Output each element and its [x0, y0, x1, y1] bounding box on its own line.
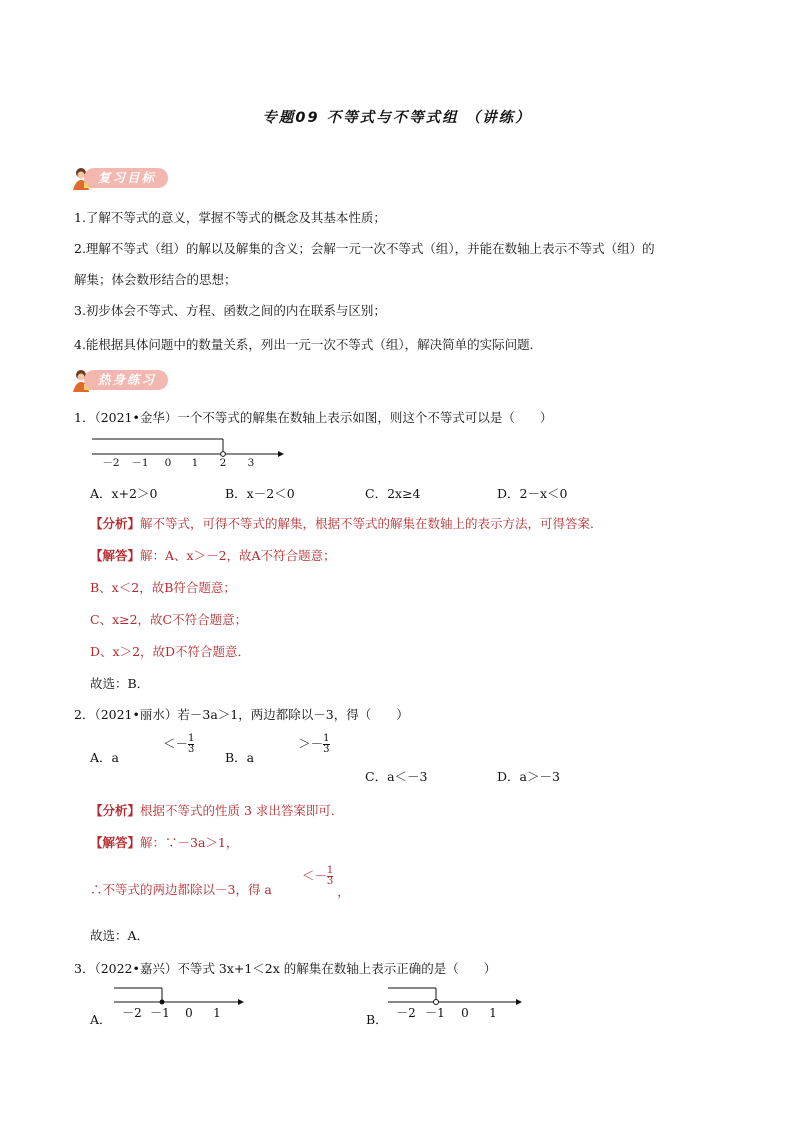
solution-line: 解：A、x＞－2，故A不符合题意；	[140, 548, 336, 563]
q2-option-c[interactable]: C．a＜－3	[365, 769, 428, 784]
q1-solution-line-b: B、x＜2，故B符合题意；	[90, 580, 236, 595]
solution-tag: 【解答】	[90, 835, 141, 850]
q2-conclusion: ∴不等式的两边都除以－3，得 $a <-\frac{1}{3}$ ，	[90, 865, 350, 899]
analysis-text: 解不等式，可得不等式的解集，根据不等式的解集在数轴上的表示方法，可得答案．	[140, 516, 603, 531]
tick-label: 0	[164, 457, 172, 469]
page-title: 专题09 不等式与不等式组 （讲练）	[262, 110, 532, 126]
analysis-text: 根据不等式的性质 3 求出答案即可．	[140, 803, 344, 818]
solution-tag: 【解答】	[90, 548, 141, 563]
analysis-tag: 【分析】	[90, 803, 141, 818]
tick-label: 2	[219, 457, 227, 469]
q2-option-a[interactable]	[90, 733, 195, 769]
q1-answer: 故选：B．	[90, 676, 150, 691]
section-badge-review-goals	[70, 166, 170, 190]
goal-3: 3.初步体会不等式、方程、函数之间的内在联系与区别；	[74, 303, 386, 318]
relation: ＜－	[162, 736, 188, 751]
q3-option-b-number-line[interactable]	[386, 984, 526, 1024]
q1-option-d[interactable]: D．2－x＜0	[497, 486, 568, 501]
q2-answer: 故选：A．	[90, 928, 150, 943]
tick-label: 0	[185, 1006, 193, 1020]
q1-option-a[interactable]: A．x+2＞0	[90, 486, 158, 501]
q2-option-d[interactable]: D．a＞－3	[497, 769, 560, 784]
conclusion-text: ∴不等式的两边都除以－3，得 a	[90, 882, 272, 897]
q3-option-a[interactable]: A．	[90, 1012, 112, 1027]
tick-label: －1	[131, 457, 149, 469]
tick-label: 1	[213, 1006, 221, 1020]
q2-stem: 2．（2021•丽水）若－3a＞1，两边都除以－3，得（ ）	[74, 707, 409, 722]
q1-solution-line-d: D、x＞2，故D不符合题意．	[90, 644, 251, 659]
relation: ＞－	[298, 736, 324, 751]
option-prefix: A．a	[90, 750, 119, 765]
q2-solution	[90, 835, 238, 851]
fraction-one-third: $\frac{1}{3}$	[323, 733, 330, 755]
fraction-one-third: $\frac{1}{3}$	[187, 733, 195, 755]
section-label: 热身练习	[84, 370, 168, 390]
q3-option-a-number-line[interactable]	[112, 984, 248, 1024]
section-label: 复习目标	[84, 168, 168, 188]
goal-2-cont: 解集；体会数形结合的思想；	[74, 272, 237, 287]
goal-2: 2.理解不等式（组）的解以及解集的含义；会解一元一次不等式（组），并能在数轴上表示不等式（组）的	[74, 241, 655, 256]
q1-solution	[90, 548, 336, 564]
tick-label: －1	[425, 1006, 445, 1020]
tick-label: 0	[461, 1006, 469, 1020]
option-prefix: B．a	[225, 750, 255, 765]
section-badge-warmup	[70, 368, 170, 392]
tick-label: －2	[102, 457, 120, 469]
goal-1: 1.了解不等式的意义，掌握不等式的概念及其基本性质；	[74, 210, 386, 225]
q1-option-b[interactable]: B．x－2＜0	[225, 486, 295, 501]
q2-option-b[interactable]	[225, 733, 330, 769]
q1-analysis	[90, 516, 603, 532]
q1-solution-line-c: C、x≥2，故C不符合题意；	[90, 612, 248, 627]
analysis-tag: 【分析】	[90, 516, 141, 531]
q1-stem: 1．（2021•金华）一个不等式的解集在数轴上表示如图，则这个不等式可以是（ ）	[74, 410, 553, 425]
goal-4: 4.能根据具体问题中的数量关系，列出一元一次不等式（组），解决简单的实际问题.	[74, 337, 534, 352]
q3-option-b[interactable]: B．	[366, 1012, 388, 1027]
tick-label: 3	[247, 457, 255, 469]
q2-analysis	[90, 803, 343, 819]
tick-label: －2	[122, 1006, 142, 1020]
q3-stem: 3．（2022•嘉兴）不等式 3x+1＜2x 的解集在数轴上表示正确的是（ ）	[74, 961, 497, 976]
tick-label: －2	[396, 1006, 416, 1020]
solution-line: 解：∵－3a＞1，	[140, 835, 239, 850]
tick-label: 1	[489, 1006, 497, 1020]
tick-label: 1	[191, 457, 199, 469]
relation: ＜－	[301, 868, 327, 883]
q1-option-c[interactable]: C．2x≥4	[365, 486, 421, 501]
q1-number-line	[90, 434, 290, 472]
fraction-one-third: $\frac{1}{3}$	[326, 865, 334, 887]
tick-label: －1	[150, 1006, 170, 1020]
